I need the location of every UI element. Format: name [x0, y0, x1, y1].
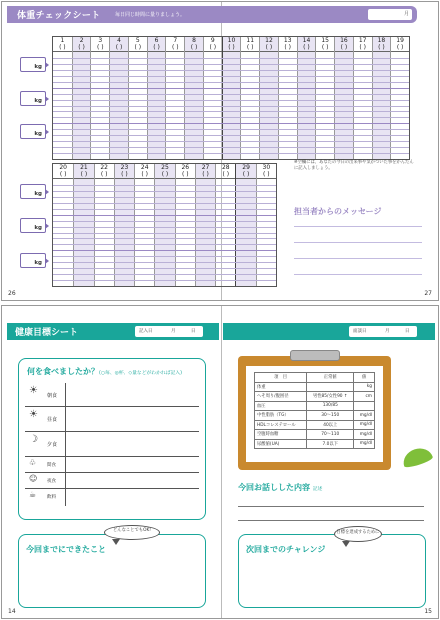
lab-row[interactable] [255, 420, 375, 430]
weekday-placeholder: ( ) [59, 44, 66, 51]
page-number-left: 14 [8, 608, 16, 615]
day-header [129, 37, 147, 52]
entry-date-field[interactable] [135, 326, 203, 337]
day-header [148, 37, 166, 52]
day-number: 27 [201, 164, 210, 171]
month-field[interactable] [368, 9, 412, 20]
weekday-placeholder: ( ) [161, 171, 169, 178]
day-header [279, 37, 297, 52]
grid-line [53, 197, 276, 198]
day-number: 8 [192, 37, 196, 44]
grid-line [53, 191, 276, 192]
message-line [294, 258, 422, 259]
day-number: 13 [283, 37, 292, 44]
lab-row[interactable] [255, 382, 375, 392]
lab-normal-cell: 30〜150 [307, 411, 354, 421]
grid-line [53, 82, 409, 83]
grid-line [53, 88, 409, 89]
interview-day-label: 日 [405, 329, 410, 334]
day-header [241, 37, 259, 52]
day-header [91, 37, 109, 52]
day-number: 24 [140, 164, 149, 171]
lab-row[interactable] [255, 401, 375, 411]
achieved-title: 今回までにできたこと [26, 545, 106, 554]
weekday-placeholder: ( ) [246, 44, 254, 51]
grid-line [53, 256, 276, 257]
health-sheet-spread [1, 305, 439, 619]
lab-unit-cell: kg [354, 382, 375, 392]
grid-line [53, 244, 276, 245]
weekday-placeholder: ( ) [121, 171, 128, 178]
grid-line [53, 203, 276, 204]
weight-title: 体重チェックシート [17, 11, 101, 21]
lab-header-cell: 正常値 [307, 373, 354, 383]
lab-item-cell: 空腹時血糖 [255, 430, 307, 440]
day-header [135, 164, 154, 179]
lab-unit-cell [354, 401, 375, 411]
meal-row-drink[interactable]: ☕ 飲料 [25, 489, 199, 506]
cup-icon: ☕ [29, 490, 37, 499]
grid-line [53, 268, 276, 269]
lab-item-cell: 尿酸値(UA) [255, 439, 307, 449]
entry-day-label: 日 [191, 329, 196, 334]
pea-pod-illustration [400, 445, 433, 469]
day-header [298, 37, 316, 52]
day-number: 21 [80, 164, 88, 171]
entry-date-label: 記入日 [139, 329, 153, 334]
lab-header-cell: 値 [354, 373, 375, 383]
grid-line [53, 70, 409, 71]
day-number: 16 [340, 37, 348, 44]
grid-line [53, 274, 276, 275]
talk-line [238, 520, 424, 521]
weekday-placeholder: ( ) [284, 44, 291, 51]
grid-line [53, 111, 409, 112]
lab-normal-cell: 70〜110 [307, 430, 354, 440]
day-header [391, 37, 409, 52]
day-number: 10 [227, 37, 236, 44]
day-header [53, 37, 72, 52]
clip [290, 350, 340, 361]
day-number: 7 [173, 37, 178, 44]
interview-date-field[interactable] [349, 326, 417, 337]
day-number: 28 [221, 164, 230, 171]
lab-row[interactable] [255, 392, 375, 402]
day-header [223, 37, 241, 52]
grid-line [53, 94, 409, 95]
grid-line [53, 100, 409, 101]
weekday-placeholder: ( ) [171, 44, 179, 51]
meal-row-breakfast[interactable]: ☀ 朝食 [25, 383, 199, 407]
weight-grid-bottom [52, 163, 277, 287]
day-number: 11 [246, 37, 255, 44]
kg-label: kg [20, 253, 46, 268]
day-number: 19 [396, 37, 404, 44]
message-line [294, 242, 422, 243]
grid-line [53, 64, 409, 65]
weight-header-bar [7, 6, 417, 23]
entry-month-label: 月 [171, 329, 176, 334]
day-header [166, 37, 184, 52]
day-header [373, 37, 391, 52]
grid-line [53, 117, 409, 118]
kg-label: kg [20, 124, 46, 139]
day-header [354, 37, 372, 52]
weekday-placeholder: ( ) [378, 44, 385, 51]
lab-unit-cell: cm [354, 392, 375, 402]
lab-values-table [254, 372, 375, 449]
talk-line [238, 506, 424, 507]
message-line [294, 226, 422, 227]
bubble-tail [342, 541, 350, 547]
page-number-right: 27 [424, 290, 432, 297]
lab-item-cell: 血圧 [255, 401, 307, 411]
lab-row[interactable] [255, 430, 375, 440]
day-header [257, 164, 276, 179]
day-header [110, 37, 128, 52]
weekday-placeholder: ( ) [59, 171, 67, 178]
challenge-panel[interactable] [238, 534, 426, 608]
weekday-placeholder: ( ) [265, 44, 273, 51]
lab-unit-cell: mg/dl [354, 430, 375, 440]
challenge-bubble: 目標を達成するために [334, 526, 382, 542]
interview-month-label: 月 [385, 329, 390, 334]
lab-normal-cell: 130/85 [307, 401, 354, 411]
day-header [316, 37, 334, 52]
lab-item-cell: へそ周り/腹囲径 [255, 392, 307, 402]
weight-sheet-spread [1, 1, 439, 301]
month-label: 月 [403, 11, 409, 17]
day-number: 30 [262, 164, 271, 171]
grid-line [53, 58, 409, 59]
grid-line [53, 141, 409, 142]
weekday-placeholder: ( ) [78, 44, 85, 51]
weekday-placeholder: ( ) [190, 44, 198, 51]
lab-normal-cell [307, 382, 354, 392]
lab-row[interactable] [255, 439, 375, 449]
health-header-bar-right [223, 323, 435, 340]
day-number: 4 [117, 37, 121, 44]
day-number: 3 [98, 37, 103, 44]
day-number: 1 [60, 37, 65, 44]
sun-icon: ☀ [29, 409, 38, 420]
note-text: ※空欄には、あなたの今日の出来事や気がついた事をかんたんに記入しましょう。 [294, 160, 414, 171]
day-header [115, 164, 134, 179]
day-number: 20 [59, 164, 67, 171]
page-number-left: 26 [8, 290, 16, 297]
clipboard-paper [246, 366, 383, 462]
weekday-placeholder: ( ) [97, 44, 104, 51]
talk-title: 今回お話しした内容 記述 [238, 483, 323, 492]
weekday-placeholder: ( ) [209, 44, 217, 51]
lab-item-cell: HDLコレステロール [255, 420, 307, 430]
grid-line [53, 280, 276, 281]
meal-row-snack[interactable]: ♧ 間食 [25, 457, 199, 473]
lab-item-cell: 体重 [255, 382, 307, 392]
weekday-placeholder: ( ) [263, 171, 270, 178]
day-number: 22 [100, 164, 108, 171]
weekday-placeholder: ( ) [80, 171, 88, 178]
bubble-tail [112, 539, 120, 545]
grid-line [53, 153, 409, 154]
moon-icon: ☽ [29, 434, 38, 445]
weekday-placeholder: ( ) [153, 44, 160, 51]
lab-unit-cell: mg/dl [354, 411, 375, 421]
weekday-placeholder: ( ) [242, 171, 250, 178]
day-number: 15 [321, 37, 329, 44]
weekday-placeholder: ( ) [396, 44, 404, 51]
day-number: 18 [377, 37, 386, 44]
kg-label: kg [20, 184, 46, 199]
weekday-placeholder: ( ) [141, 171, 148, 178]
grid-line [53, 233, 276, 234]
grid-line [53, 262, 276, 263]
lab-normal-cell: 男性85/女性90 ↑ [307, 392, 354, 402]
day-number: 26 [181, 164, 190, 171]
grid-line [53, 129, 409, 130]
day-number: 5 [135, 37, 140, 44]
grid-line [53, 221, 276, 222]
meal-row-dinner[interactable]: ☽ 夕食 [25, 432, 199, 457]
weekday-placeholder: ( ) [340, 44, 348, 51]
day-header [204, 37, 222, 52]
achieved-panel[interactable] [18, 534, 206, 608]
day-header [196, 164, 215, 179]
lab-normal-cell: 7.0以下 [307, 439, 354, 449]
clipboard [238, 356, 391, 470]
lab-normal-cell: 40以上 [307, 420, 354, 430]
spine [221, 306, 222, 618]
kg-label: kg [20, 91, 46, 106]
achieved-bubble: どんなことでもOK! [104, 525, 160, 540]
day-header [73, 37, 91, 52]
weekday-placeholder: ( ) [134, 44, 142, 51]
weekday-placeholder: ( ) [222, 171, 230, 178]
weekday-placeholder: ( ) [100, 171, 108, 178]
grid-line [53, 147, 409, 148]
grid-line [53, 215, 276, 216]
day-header [155, 164, 174, 179]
grid-line [53, 250, 276, 251]
day-number: 25 [161, 164, 169, 171]
day-header [74, 164, 93, 179]
day-header [95, 164, 114, 179]
day-number: 9 [210, 37, 215, 44]
day-number: 2 [79, 37, 84, 44]
message-title: 担当者からのメッセージ [294, 207, 382, 216]
day-header [335, 37, 353, 52]
grid-line [53, 238, 276, 239]
lab-unit-cell: mg/dl [354, 439, 375, 449]
grid-line [53, 209, 276, 210]
day-header [260, 37, 278, 52]
day-number: 17 [358, 37, 367, 44]
sunrise-icon: ☀ [29, 385, 38, 396]
grid-line [53, 227, 276, 228]
meals-panel [18, 358, 206, 520]
interview-date-label: 面談日 [353, 329, 367, 334]
kg-label: kg [20, 57, 46, 72]
day-header [185, 37, 203, 52]
day-header [216, 164, 235, 179]
weight-grid-top [52, 36, 410, 160]
kg-label: kg [20, 218, 46, 233]
meals-title: 何を食べましたか？(○毎、◎杯、◇量などがわかれば記入) [27, 367, 182, 376]
weekday-placeholder: ( ) [303, 44, 310, 51]
weekday-placeholder: ( ) [115, 44, 123, 51]
candy-icon: ♧ [29, 458, 37, 467]
weekday-placeholder: ( ) [359, 44, 366, 51]
health-title: 健康目標シート [15, 328, 79, 338]
lab-row[interactable] [255, 411, 375, 421]
weight-subtitle: 毎日同じ時間に量りましょう。 [115, 12, 186, 18]
page-number-right: 15 [424, 608, 432, 615]
weekday-placeholder: ( ) [181, 171, 189, 178]
grid-line [53, 135, 409, 136]
weekday-placeholder: ( ) [321, 44, 329, 51]
day-number: 6 [154, 37, 159, 44]
day-number: 23 [120, 164, 129, 171]
day-header [53, 164, 73, 179]
face-icon: ☺ [29, 474, 38, 483]
grid-line [53, 185, 276, 186]
grid-line [53, 76, 409, 77]
weekday-placeholder: ( ) [202, 171, 209, 178]
day-header [176, 164, 195, 179]
day-number: 14 [302, 37, 311, 44]
message-line [294, 274, 422, 275]
lab-item-cell: 中性脂肪（TG） [255, 411, 307, 421]
day-number: 29 [242, 164, 250, 171]
grid-line [53, 123, 409, 124]
meal-row-lunch[interactable]: ☀ 昼食 [25, 407, 199, 432]
weekday-placeholder: ( ) [228, 44, 235, 51]
lab-header-cell: 項 目 [255, 373, 307, 383]
day-number: 12 [265, 37, 273, 44]
meal-row-night[interactable]: ☺ 夜食 [25, 473, 199, 489]
lab-unit-cell: mg/dl [354, 420, 375, 430]
grid-line [53, 106, 409, 107]
day-header [236, 164, 255, 179]
health-header-bar-left [7, 323, 219, 340]
challenge-title: 次回までのチャレンジ [246, 545, 326, 554]
